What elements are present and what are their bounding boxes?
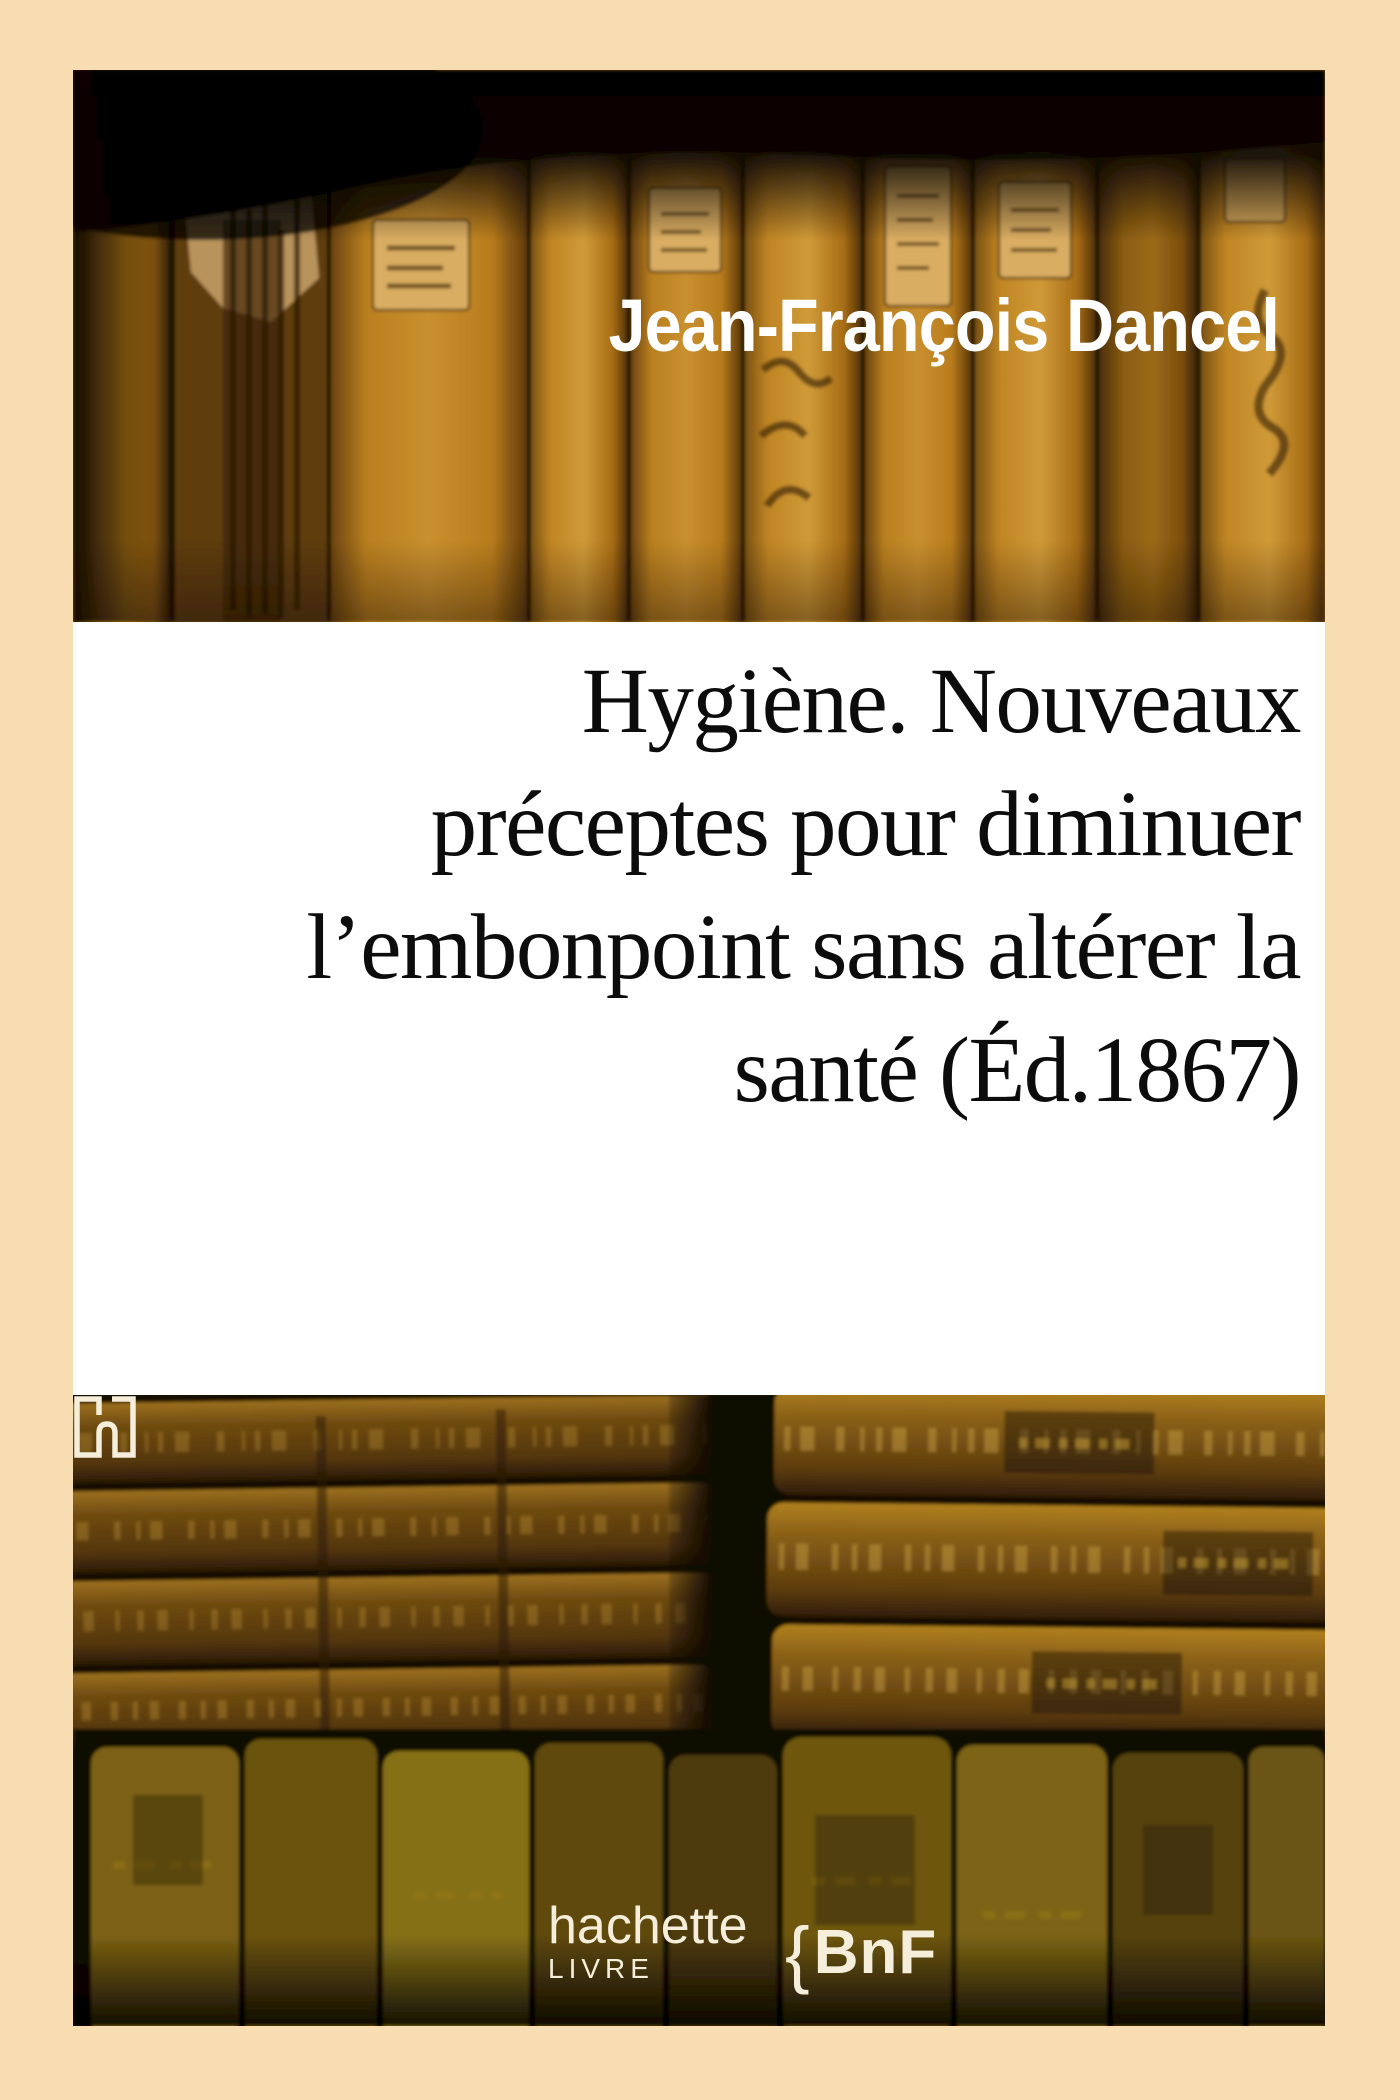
bnf-label: BnF	[813, 1918, 938, 1987]
author-name	[534, 283, 1279, 368]
title-line-4: santé (Éd.1867)	[733, 1019, 1300, 1122]
author-name-text: Jean-François Dancel	[608, 284, 1279, 367]
hachette-logo-icon	[73, 1395, 137, 1459]
bnf-logo	[785, 1911, 937, 1996]
publisher-logos	[73, 1395, 1325, 2026]
title-band	[73, 622, 1325, 1395]
bottom-books-photo	[73, 1395, 1325, 2026]
bnf-brace-icon: {	[785, 1912, 810, 1995]
hachette-wordmark	[548, 1897, 748, 1984]
cover-content	[73, 70, 1325, 2026]
title-line-1: Hygiène. Nouveaux	[581, 650, 1300, 753]
top-books-photo	[73, 70, 1325, 622]
title-line-2: préceptes pour diminuer	[430, 773, 1300, 876]
hachette-name: hachette	[548, 1897, 748, 1955]
title-line-3: l’embonpoint sans altérer la	[306, 896, 1300, 999]
hachette-livre-label: LIVRE	[548, 1953, 654, 1984]
